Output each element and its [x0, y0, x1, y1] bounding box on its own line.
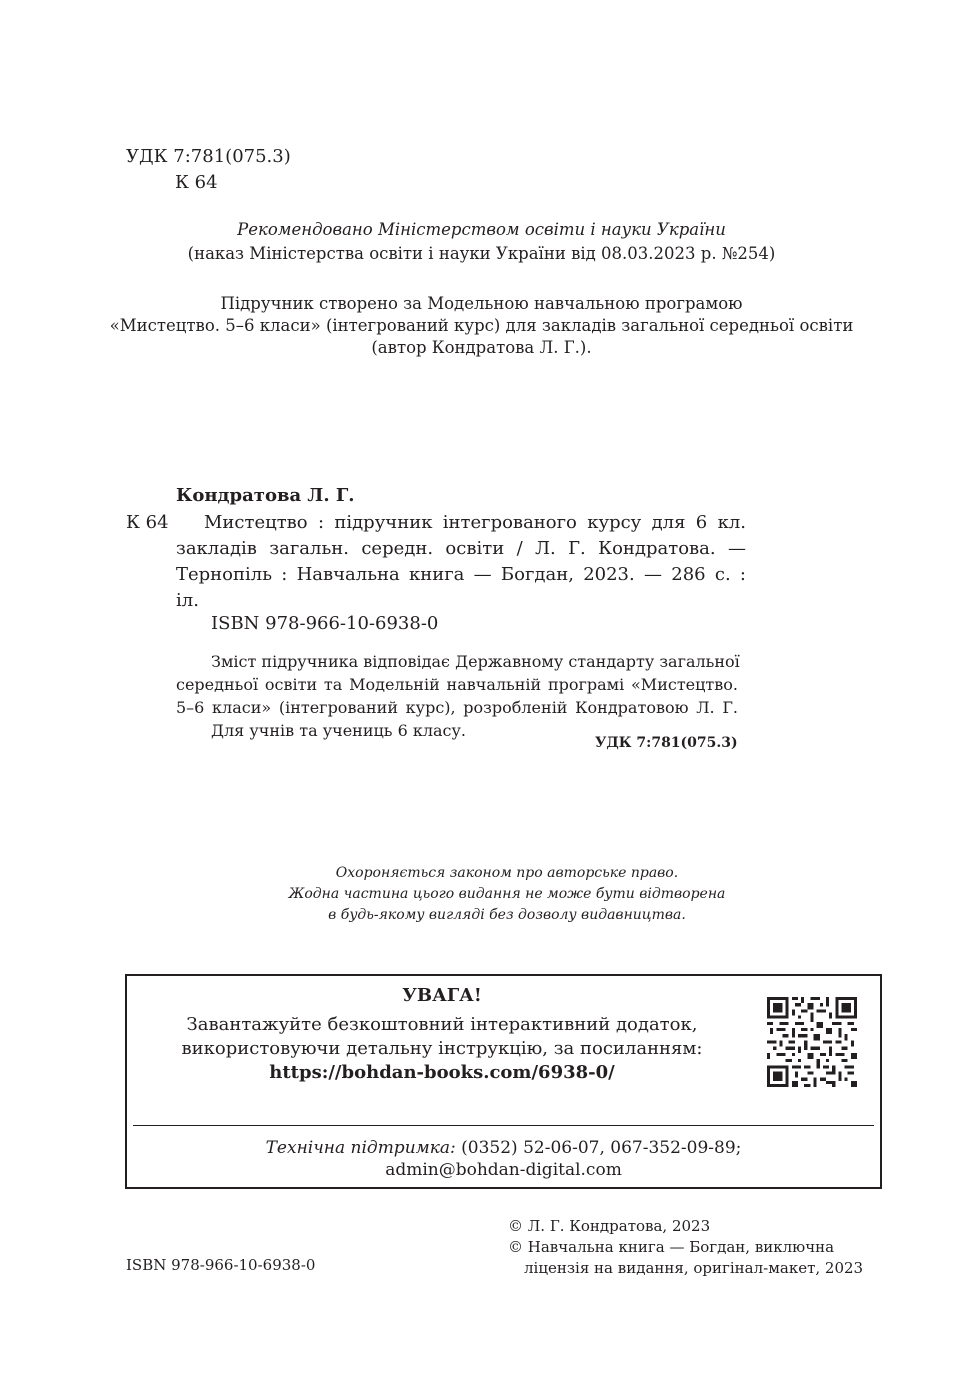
- udk-number: УДК 7:781(075.3): [126, 146, 291, 167]
- model-program-note: [0, 293, 963, 359]
- biblio-line: Мистецтво : підручник інтегрованого курсу для 6 кл.: [204, 512, 746, 533]
- annotation-line: Зміст підручника відповідає Державному стандарту загальної: [211, 652, 740, 671]
- attention-box: [125, 974, 882, 1189]
- download-line-2: використовуючи детальну інструкцію, за посиланням:: [181, 1038, 703, 1059]
- protection-line: в будь-якому вигляді без дозволу видавництва.: [328, 907, 686, 923]
- annotation-line: 5–6 класи» (інтегрований курс), розробленій Кондратовою Л. Г.: [176, 698, 738, 717]
- copyright-license: ліцензія на видання, оригінал-макет, 2023: [524, 1259, 864, 1277]
- copyright-protection-note: [287, 863, 727, 926]
- ministry-recommendation: [0, 218, 963, 266]
- content-annotation: [176, 650, 738, 742]
- isbn-footer: ISBN 978-966-10-6938-0: [126, 1256, 316, 1274]
- attention-title: УВАГА!: [402, 985, 482, 1006]
- download-line-1: Завантажуйте безкоштовний інтерактивний додаток,: [186, 1014, 698, 1035]
- support-email[interactable]: admin@bohdan-digital.com: [385, 1160, 622, 1180]
- model-program-line-2: «Мистецтво. 5–6 класи» (інтегрований курс) для закладів загальної середньої освіти: [109, 316, 854, 335]
- model-program-line-3: (автор Кондратова Л. Г.).: [371, 338, 592, 357]
- protection-line: Охороняється законом про авторське право.: [335, 865, 679, 881]
- udk-right: УДК 7:781(075.3): [595, 735, 738, 751]
- isbn: ISBN 978-966-10-6938-0: [211, 613, 439, 634]
- protection-line: Жодна частина цього видання не може бути відтворена: [288, 886, 726, 902]
- support-label: Технічна підтримка:: [265, 1138, 456, 1158]
- download-link[interactable]: https://bohdan-books.com/6938-0/: [269, 1062, 615, 1083]
- recommendation-line: Рекомендовано Міністерством освіти і науки України: [237, 220, 726, 239]
- copyright-author: © Л. Г. Кондратова, 2023: [508, 1217, 711, 1235]
- copyright-block: [508, 1216, 863, 1279]
- biblio-line: Тернопіль : Навчальна книга — Богдан, 2023. — 286 с. :: [176, 564, 746, 585]
- annotation-line: Для учнів та учениць 6 класу.: [211, 721, 466, 740]
- order-line: (наказ Міністерства освіти і науки України від 08.03.2023 р. №254): [187, 244, 776, 263]
- model-program-line-1: Підручник створено за Модельною навчальною програмою: [220, 294, 743, 313]
- divider: [133, 1125, 874, 1126]
- udk-header: [126, 144, 291, 196]
- qr-code-icon[interactable]: [767, 997, 857, 1087]
- author-name: Кондратова Л. Г.: [176, 485, 355, 506]
- author-sign: К 64: [175, 172, 218, 193]
- tech-support: [127, 1137, 880, 1181]
- biblio-line: іл.: [176, 590, 199, 611]
- support-phones: (0352) 52-06-07, 067-352-09-89;: [455, 1138, 742, 1158]
- copyright-publisher: © Навчальна книга — Богдан, виключна: [508, 1238, 835, 1256]
- annotation-line: середньої освіти та Модельній навчальній програмі «Мистецтво.: [176, 675, 738, 694]
- biblio-line: закладів загальн. середн. освіти / Л. Г. Кондратова. —: [176, 538, 746, 559]
- biblio-code: К 64: [126, 512, 169, 533]
- download-instructions: [127, 1013, 757, 1061]
